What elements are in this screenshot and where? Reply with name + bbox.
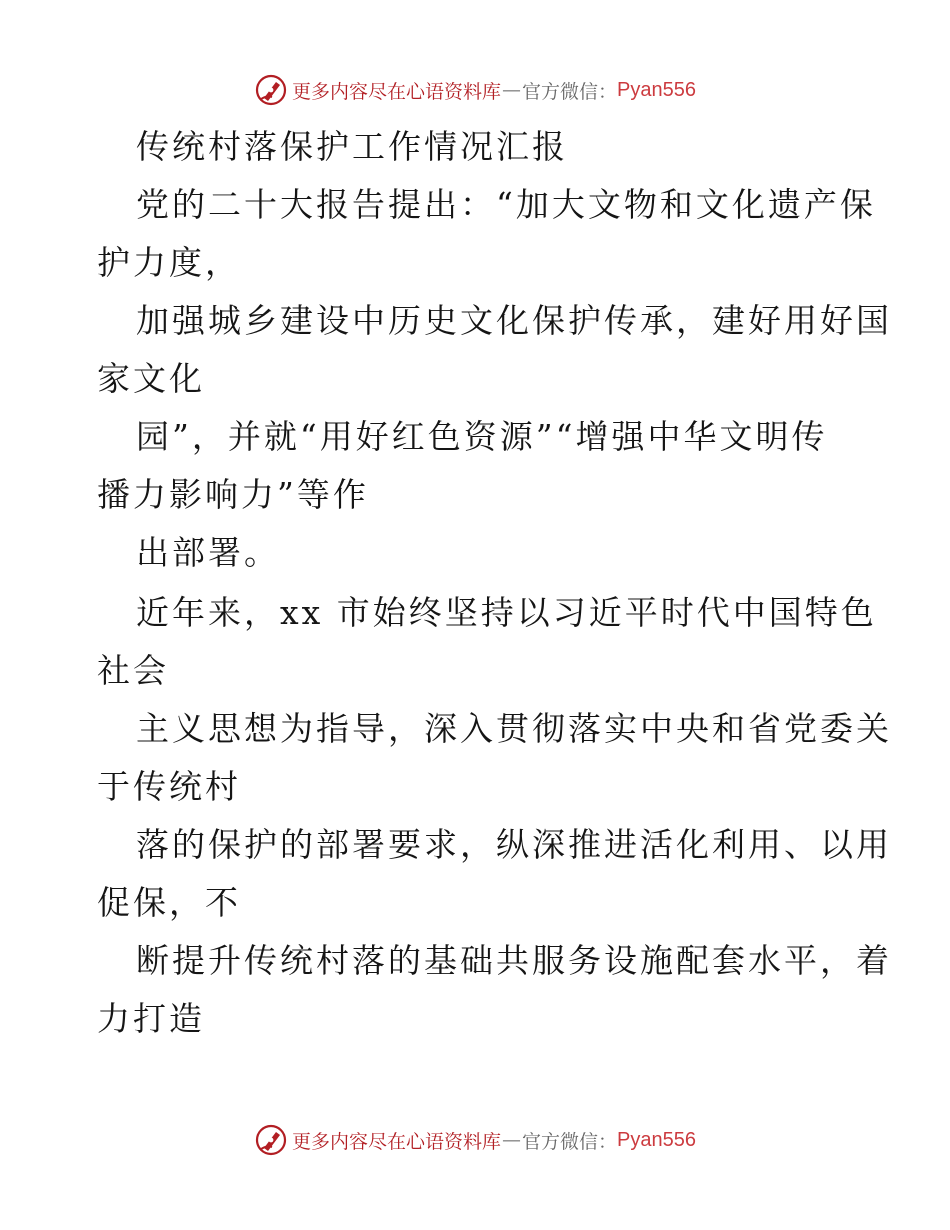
paragraph-line: 加强城乡建设中历史文化保护传承，建好用好国: [136, 301, 892, 340]
document-title: 传统村落保护工作情况汇报: [136, 127, 568, 166]
paragraph-line: 于传统村: [97, 767, 241, 806]
paragraph-line: 促保，不: [97, 883, 241, 922]
watermark-wechat-label: 官方微信：: [522, 80, 618, 103]
pen-nib-circle-icon: [254, 1123, 288, 1157]
paragraph-line: 落的保护的部署要求，纵深推进活化利用、以用: [136, 825, 892, 864]
watermark-wechat-id: Pyan556: [617, 78, 696, 101]
paragraph-line: 党的二十大报告提出：“加大文物和文化遗产保: [136, 185, 876, 224]
watermark-wechat-label: 官方微信：: [522, 1130, 618, 1153]
watermark-text: 更多内容尽在心语资料库: [292, 80, 502, 103]
watermark-text: 更多内容尽在心语资料库: [292, 1130, 502, 1153]
pen-nib-circle-icon: [254, 73, 288, 107]
footer-watermark: [0, 1120, 950, 1160]
paragraph-line: 断提升传统村落的基础共服务设施配套水平，着: [136, 941, 892, 980]
paragraph-line: 出部署。: [136, 533, 280, 572]
paragraph-line: 近年来，xx 市始终坚持以习近平时代中国特色: [136, 593, 877, 632]
header-watermark: [0, 70, 950, 110]
paragraph-line: 主义思想为指导，深入贯彻落实中央和省党委关: [136, 709, 892, 748]
watermark-separator: —: [502, 79, 522, 101]
paragraph-line: 播力影响力”等作: [97, 475, 369, 514]
watermark-wechat-id: Pyan556: [617, 1128, 696, 1151]
paragraph-line: 园”，并就“用好红色资源”“增强中华文明传: [136, 417, 828, 456]
paragraph-line: 力打造: [97, 999, 205, 1038]
watermark-separator: —: [502, 1129, 522, 1151]
paragraph-line: 护力度，: [97, 243, 241, 282]
paragraph-line: 社会: [97, 651, 169, 690]
paragraph-line: 家文化: [97, 359, 205, 398]
